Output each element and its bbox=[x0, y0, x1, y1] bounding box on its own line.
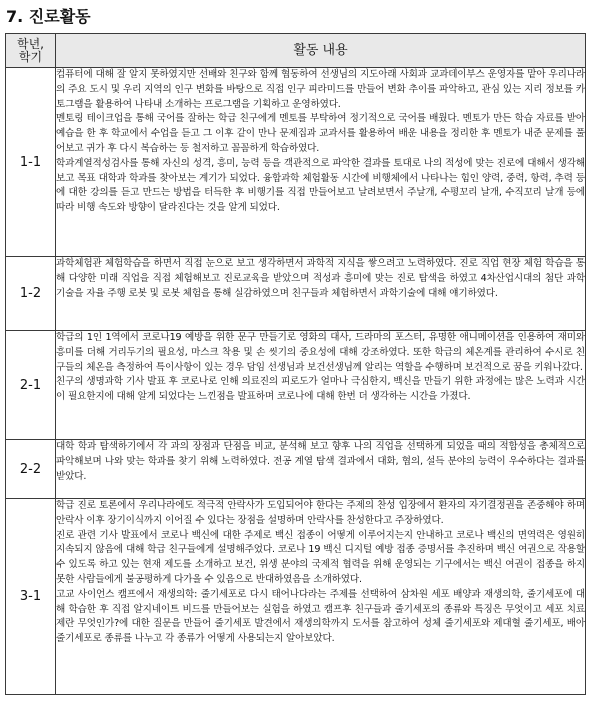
table-row bbox=[6, 68, 586, 257]
row-term: 3-1 bbox=[6, 499, 56, 695]
paragraph: 대학 학과 탐색하기에서 각 과의 장점과 단점을 비교, 분석해 보고 향후 나의 직업을 선택하게 되었을 때의 적합성을 총체적으로 파악해보며 나와 맞는 학과를 찾기 위해 노력하였다. 전공 계열 탐색 결과에서 대화, 협의, 설득 분야의 능력이 우수하다는 결과를 받았다. bbox=[56, 441, 585, 482]
paragraph: 학과계열적성검사를 통해 자신의 성격, 흥미, 능력 등을 객관적으로 파악한 결과를 토대로 나의 적성에 맞는 진로에 대해서 생각해보고 목표 대학과 학과를 찾아보는 계기가 되었다. 융합과학 체험활동 시간에 비행체에서 나타나는 힘인 양력, 중력, 항력, 추력 등에 대한 강의를 듣고 만드는 방법을 터득한 후 비행기를 직접 만들어보고 날려보면서 주날개, 수평꼬리 날개, 수직꼬리 날개 등에 따라 비행 속도와 방향이 달라진다는 것을 알게 되었다. bbox=[56, 157, 585, 214]
table-row bbox=[6, 257, 586, 331]
row-term: 1-2 bbox=[6, 257, 56, 331]
row-content bbox=[56, 331, 586, 440]
row-content bbox=[56, 68, 586, 257]
paragraph: 고교 사이언스 캠프에서 재생의학: 줄기세포로 다시 태어나다라는 주제를 선택하여 삼차원 세포 배양과 재생의학, 줄기세포에 대해 학습한 후 직접 알지네이트 비드를 만들어보는 실험을 하였고 캠프후 친구들과 줄기세포의 종류와 특징은 무엇이고 세포 치료제란 무엇인가?에 대한 질문을 만들어 줄기세포 발견에서 재생의학까지 도서를 참고하여 성체 줄기세포와 제대혈 줄기세포, 배아 줄기세포로 종류를 나누고 각 종류가 어떻게 사용되는지 알아보았다. bbox=[56, 588, 585, 645]
table-header-row bbox=[6, 34, 586, 68]
career-activity-table bbox=[5, 33, 586, 695]
paragraph: 컴퓨터에 대해 잘 알지 못하였지만 선배와 친구와 함께 협동하여 선생님의 지도아래 사회과 교과데이부스 운영자를 맡아 우리나라의 주요 도시 및 우리 지역의 인구 변화를 바탕으로 직접 인구 피라미드를 만들어 변화 추이를 파악하고, 관심 있는 지리 정보를 카토그램을 활용하여 나타내 소개하는 프로그램을 기획하고 운영하였다. bbox=[56, 69, 585, 110]
paragraph: 진로 관련 기사 발표에서 코로나 백신에 대한 주제로 백신 접종이 어떻게 이루어지는지 안내하고 코로나 백신의 면역력은 영원히 지속되지 않음에 대해 학급 친구들에게 설명해주었다. 코로나 19 백신 디지털 예방 접종 증명서를 추진하며 백신 여권으로 작용할 수 있도록 하고 있는 현재 제도를 소개하고 보건, 위생 분야의 국제적 협력을 위해 운영되는 기구에서는 백신 여권이 접종을 하지 못한 사람들에게 불공평하게 다가올 수 있음으로 반대하였음을 소개하였다. bbox=[56, 529, 585, 585]
header-content: 활동 내용 bbox=[56, 34, 586, 68]
paragraph: 학급의 1인 1역에서 코로나19 예방을 위한 문구 만들기로 영화의 대사, 드라마의 포스터, 유명한 애니메이션을 인용하여 재미와 흥미를 더해 거리두기의 필요성, 마스크 착용 및 손 씻기의 중요성에 대해 강조하였다. 또한 학급의 체온계를 관리하여 수시로 친구들의 체온을 측정하여 특이사항이 있는 경우 담임 선생님과 보건선생님께 알리는 역할을 수행하며 보건적으로 꿈을 키워나갔다. bbox=[56, 332, 585, 373]
paragraph: 과학체험관 체험학습을 하면서 직접 눈으로 보고 생각하면서 과학적 지식을 쌓으려고 노력하였다. 진로 직업 현장 체험 학습을 통해 다양한 미래 직업을 직접 체험해보고 진로교육을 받았으며 적성과 흥미에 맞는 진로 탐색을 하였고 4차산업시대의 첨단 과학 기술을 자율 주행 로봇 및 로봇 체험을 통해 실감하였으며 친구들과 체험하면서 과학기술에 대해 얘기하였다. bbox=[56, 258, 585, 299]
row-content bbox=[56, 257, 586, 331]
paragraph: 멘토링 테이크업을 통해 국어를 잘하는 학급 친구에게 멘토를 부탁하여 정기적으로 국어를 배웠다. 멘토가 만든 학습 자료를 받아 예습을 한 후 학교에서 수업을 듣고 그 이후 같이 만나 문제집과 교과서를 활용하여 배운 내용을 정리한 후 멘토가 내준 문제를 풀어보고 귀가 후 다시 복습하는 등 철저하고 꼼꼼하게 학습하였다. bbox=[56, 113, 585, 154]
paragraph: 친구의 생명과학 기사 발표 후 코로나로 인해 의료진의 피로도가 얼마나 극심한지, 백신을 만들기 위한 과정에는 많은 노력과 시간이 필요한지에 대해 알게 되었다는 느낀점을 발표하며 코로나에 대해 한번 더 생각하는 시간을 가졌다. bbox=[56, 376, 585, 403]
table-row bbox=[6, 331, 586, 440]
row-content bbox=[56, 499, 586, 695]
row-term: 2-1 bbox=[6, 331, 56, 440]
row-term: 1-1 bbox=[6, 68, 56, 257]
row-term: 2-2 bbox=[6, 440, 56, 499]
row-content bbox=[56, 440, 586, 499]
paragraph: 학급 진로 토론에서 우리나라에도 적극적 안락사가 도입되어야 한다는 주제의 찬성 입장에서 환자의 자기결정권을 존중해야 하며 안락사 이후 장기이식까지 이어질 수 있다는 장점을 설명하며 안락사를 찬성한다고 주장하였다. bbox=[56, 500, 585, 526]
table-row bbox=[6, 499, 586, 695]
table-row bbox=[6, 440, 586, 499]
section-title: 7. 진로활동 bbox=[6, 7, 91, 26]
header-term: 학년, 학기 bbox=[6, 34, 56, 68]
